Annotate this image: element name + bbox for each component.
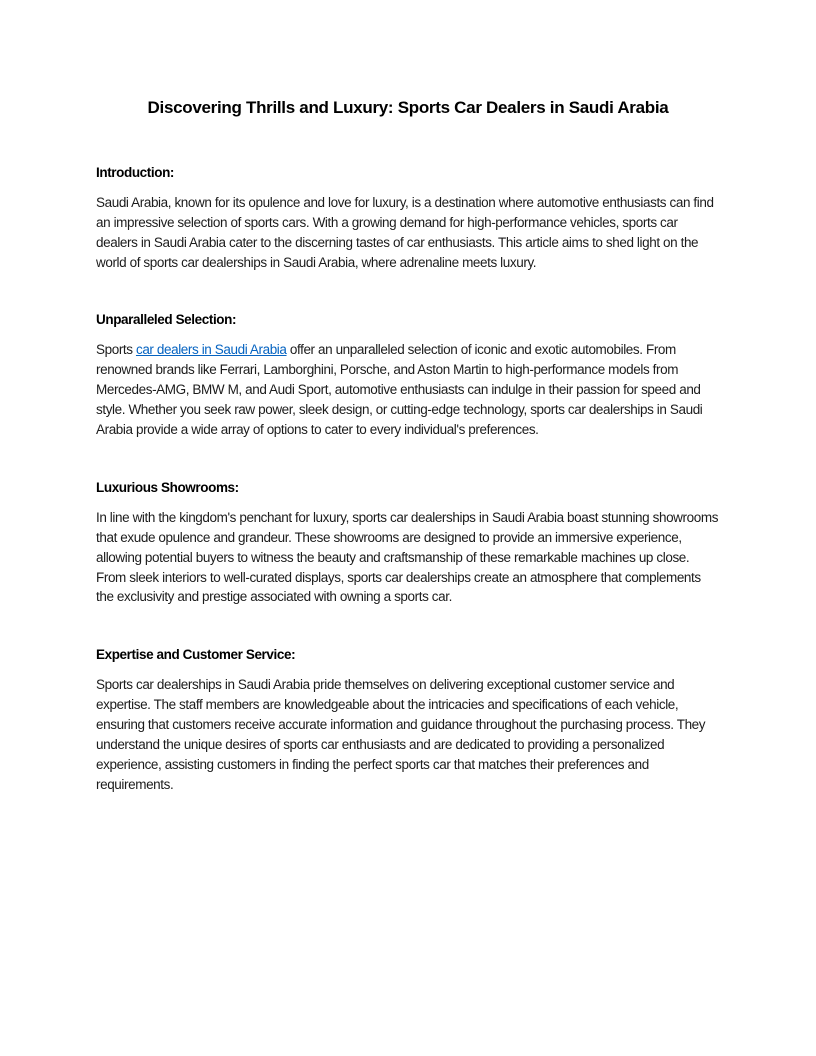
- body-text-after-link: offer an unparalleled selection of iconic and exotic automobiles. From renowned brands like Ferrari, Lamborghini, Porsche, and Aston Martin to high-performance models from Mercedes-AMG, BMW M, and Audi Sport, automotive enthusiasts can indulge in their passion for speed and style. Whether you seek raw power, sleek design, or cutting-edge technology, sports car dealerships in Saudi Arabia provide a wide array of options to cater to every individual's preferences.: [96, 342, 703, 437]
- section-heading-unparalleled-selection: Unparalleled Selection:: [96, 312, 237, 328]
- section-body-expertise-customer-service: Sports car dealerships in Saudi Arabia pride themselves on delivering exceptional customer service and expertise. The staff members are knowledgeable about the intricacies and specifications of each vehicle, ensuring that customers receive accurate information and guidance throughout the purchasing process. They understand the unique desires of sports car enthusiasts and are dedicated to providing a personalized experience, assisting customers in finding the perfect sports car that matches their preferences and requirements.: [96, 677, 706, 792]
- car-dealers-in-saudi-arabia-link[interactable]: car dealers in Saudi Arabia: [135, 342, 287, 358]
- section-luxurious-showrooms: [96, 478, 720, 607]
- section-introduction: [96, 163, 720, 273]
- section-heading-introduction: Introduction:: [96, 164, 175, 180]
- section-body-unparalleled-selection: [96, 340, 720, 440]
- document-title: Discovering Thrills and Luxury: Sports Car Dealers in Saudi Arabia: [147, 98, 669, 117]
- section-heading-expertise-customer-service: Expertise and Customer Service:: [96, 647, 296, 663]
- section-expertise-customer-service: [96, 645, 720, 794]
- body-text-before-link: Sports: [96, 342, 136, 358]
- section-body-luxurious-showrooms: In line with the kingdom's penchant for luxury, sports car dealerships in Saudi Arabia boast stunning showrooms that exude opulence and grandeur. These showrooms are designed to provide an immersive experience, allowing potential buyers to witness the beauty and craftsmanship of these remarkable machines up close. From sleek interiors to well-curated displays, sports car dealerships create an atmosphere that complements the exclusivity and prestige associated with owning a sports car.: [96, 509, 719, 605]
- section-body-introduction: Saudi Arabia, known for its opulence and love for luxury, is a destination where automotive enthusiasts can find an impressive selection of sports cars. With a growing demand for high-performance vehicles, sports car dealers in Saudi Arabia cater to the discerning tastes of car enthusiasts. This article aims to shed light on the world of sports car dealerships in Saudi Arabia, where adrenaline meets luxury.: [96, 194, 714, 270]
- section-heading-luxurious-showrooms: Luxurious Showrooms:: [96, 479, 239, 495]
- section-unparalleled-selection: [96, 310, 720, 439]
